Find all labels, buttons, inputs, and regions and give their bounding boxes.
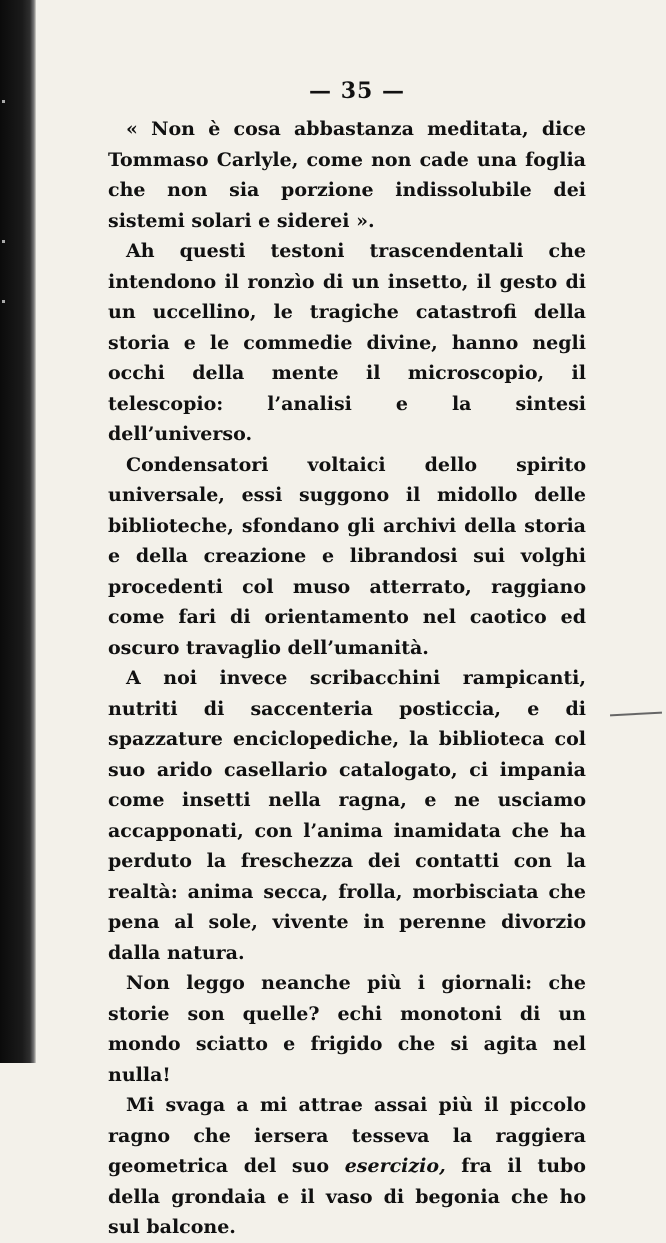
paragraph-3: Condensatori voltaici dello spirito universale, essi suggono il midollo delle biblioteche, sfondano gli archivi della storia e della creazione e librandosi sui volghi procedenti col muso atterrato, raggiano come fari di orientamento nel caotico ed oscuro travaglio dell’umanità. xyxy=(108,453,586,659)
scan-speck xyxy=(2,100,5,103)
scan-speck xyxy=(2,240,5,243)
scan-speck xyxy=(2,300,5,303)
paragraph-6 xyxy=(108,1090,586,1243)
book-binding-edge xyxy=(0,0,36,1063)
paragraph-5: Non leggo neanche più i giornali: che storie son quelle? echi monotoni di un mondo sciatto e frigido che si agita nel nulla! xyxy=(108,972,586,1086)
scan-stroke-mark xyxy=(610,712,662,717)
book-page xyxy=(108,78,586,1243)
italic-word: esercizio, xyxy=(344,1155,446,1177)
paragraph-1: « Non è cosa abbastanza meditata, dice Tommaso Carlyle, come non cade una foglia che non sia porzione indissolubile dei sistemi solari e siderei ». xyxy=(108,118,586,232)
paragraph-6-text-start: Mi svaga a mi attrae assai più il piccolo ragno che iersera tesseva la raggiera geometrica del suo xyxy=(108,1094,586,1177)
page-number: — 35 — xyxy=(309,78,405,104)
paragraph-6-text-end: fra il tubo della grondaia e il vaso di begonia che ho sul balcone. xyxy=(108,1155,586,1238)
paragraph-2: Ah questi testoni trascendentali che intendono il ronzìo di un insetto, il gesto di un uccellino, le tragiche catastrofi della storia e le commedie divine, hanno negli occhi della mente il microscopio, il telescopio: l’analisi e la sintesi dell’universo. xyxy=(108,240,586,445)
paragraph-4: A noi invece scribacchini rampicanti, nutriti di saccenteria posticcia, e di spazzature enciclopediche, la biblioteca col suo arido casellario catalogato, ci impania come insetti nella ragna, e ne usciamo accapponati, con l’anima inamidata che ha perduto la freschezza dei contatti con la realtà: anima secca, frolla, morbisciata che pena al sole, vivente in perenne divorzio dalla natura. xyxy=(108,667,586,964)
